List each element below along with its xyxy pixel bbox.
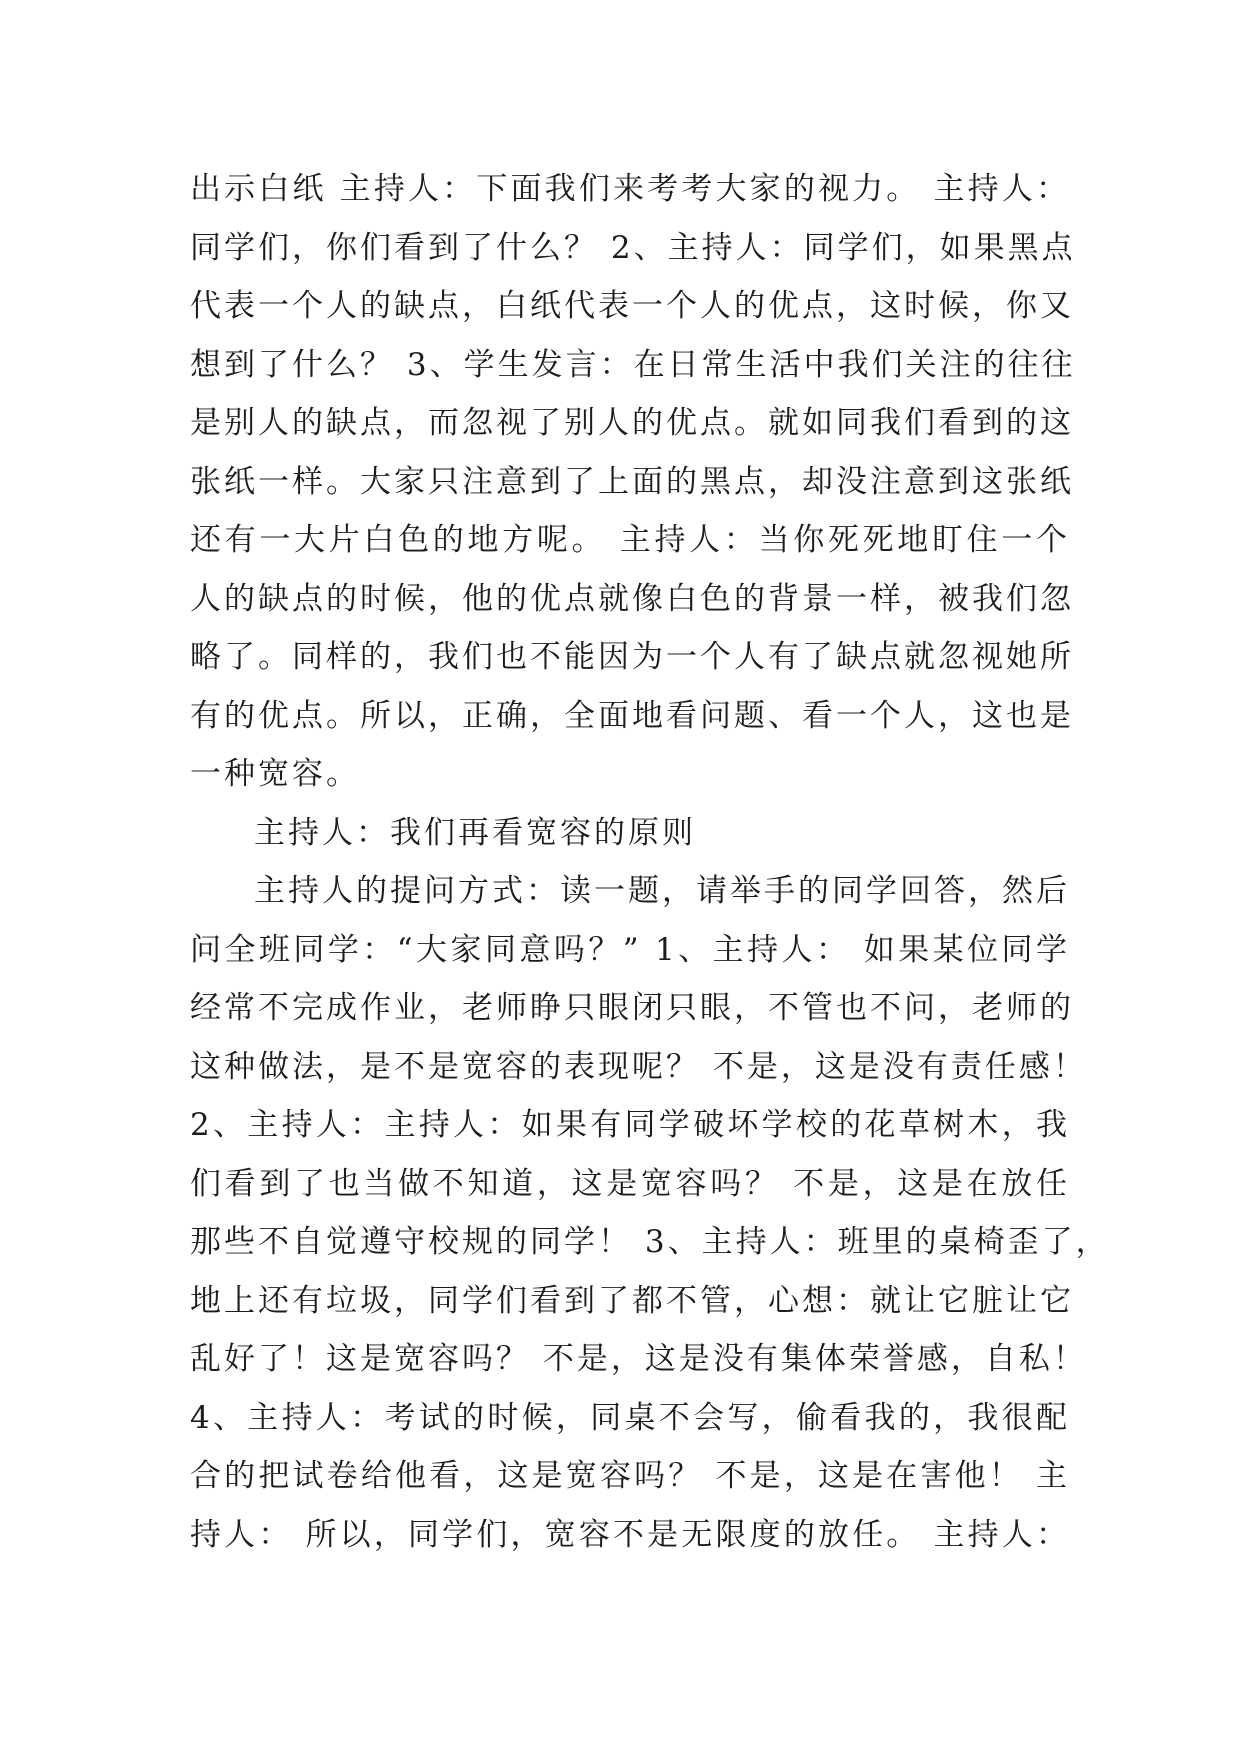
text-line: 经常不完成作业，老师睁只眼闭只眼，不管也不问，老师的	[190, 990, 1074, 1026]
text-line: 出示白纸 主持人：下面我们来考考大家的视力。 主持人：	[190, 171, 1070, 207]
document-body	[190, 160, 1110, 1564]
text-line: 还有一大片白色的地方呢。 主持人：当你死死地盯住一个	[190, 522, 1070, 558]
text-line: 略了。同样的，我们也不能因为一个人有了缺点就忽视她所	[190, 639, 1074, 675]
text-line: 代表一个人的缺点，白纸代表一个人的优点，这时候，你又	[190, 288, 1074, 324]
text-line: 有的优点。所以，正确，全面地看问题、看一个人，这也是	[190, 697, 1074, 734]
text-line: 4、主持人：考试的时候，同桌不会写，偷看我的，我很配	[190, 1399, 1070, 1436]
text-line: 主持人的提问方式：读一题，请举手的同学回答，然后	[254, 873, 1070, 909]
text-line: 一种宽容。	[190, 756, 360, 792]
text-line: 那些不自觉遵守校规的同学！ 3、主持人：班里的桌椅歪了，	[190, 1224, 1110, 1260]
text-line: 人的缺点的时候，他的优点就像白色的背景一样，被我们忽	[190, 580, 1074, 617]
text-line: 张纸一样。大家只注意到了上面的黑点，却没注意到这张纸	[190, 463, 1074, 500]
text-line: 同学们，你们看到了什么？ 2、主持人：同学们，如果黑点	[190, 229, 1076, 266]
text-line: 2、主持人：主持人：如果有同学破坏学校的花草树木，我	[190, 1107, 1070, 1143]
text-line: 是别人的缺点，而忽视了别人的优点。就如同我们看到的这	[190, 405, 1074, 441]
text-line: 问全班同学：“大家同意吗？” 1、主持人： 如果某位同学	[190, 931, 1070, 968]
text-line: 主持人：我们再看宽容的原则	[254, 814, 696, 851]
text-line: 地上还有垃圾，同学们看到了都不管，心想：就让它脏让它	[190, 1282, 1074, 1319]
text-line: 乱好了！这是宽容吗？ 不是，这是没有集体荣誉感，自私！	[190, 1341, 1087, 1377]
text-line: 们看到了也当做不知道，这是宽容吗？ 不是，这是在放任	[190, 1165, 1070, 1202]
text-line: 合的把试卷给他看，这是宽容吗？ 不是，这是在害他！ 主	[190, 1458, 1070, 1494]
text-line: 持人： 所以，同学们，宽容不是无限度的放任。 主持人：	[190, 1516, 1070, 1553]
text-line: 想到了什么？ 3、学生发言：在日常生活中我们关注的往往	[190, 346, 1076, 383]
text-line: 这种做法，是不是宽容的表现呢？ 不是，这是没有责任感！	[190, 1048, 1087, 1085]
